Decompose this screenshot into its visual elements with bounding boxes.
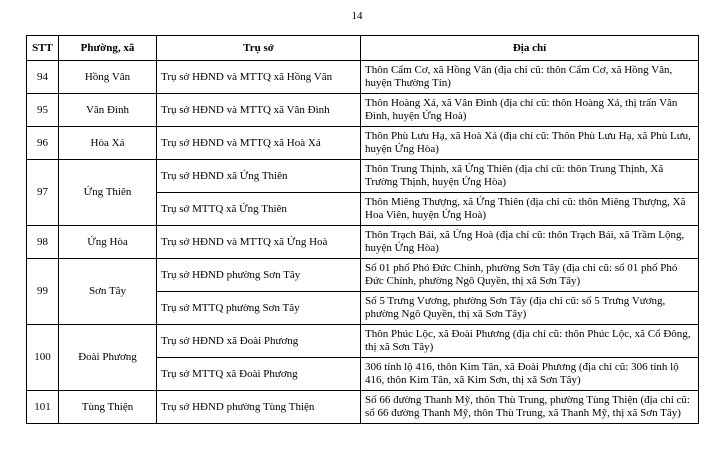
row-stt: 96 — [27, 127, 59, 160]
office-address-table — [26, 35, 699, 424]
row-ward: Tùng Thiện — [59, 391, 157, 424]
table-row — [27, 61, 699, 94]
header-stt: STT — [27, 36, 59, 61]
table-row — [27, 325, 699, 358]
row-address: Thôn Cẩm Cơ, xã Hồng Vân (địa chỉ cũ: thôn Cẩm Cơ, xã Hồng Vân, huyện Thường Tín) — [361, 61, 699, 94]
table-row — [27, 160, 699, 193]
row-office: Trụ sở HĐND và MTTQ xã Hồng Vân — [157, 61, 361, 94]
row-address: Thôn Trung Thịnh, xã Ứng Thiên (địa chỉ cũ: thôn Trung Thịnh, Xã Trường Thịnh, huyện Ứng Hòa) — [361, 160, 699, 193]
row-office: Trụ sở HĐND phường Tùng Thiện — [157, 391, 361, 424]
row-ward: Hòa Xá — [59, 127, 157, 160]
row-ward: Đoài Phương — [59, 325, 157, 391]
row-stt: 99 — [27, 259, 59, 325]
table-row — [27, 226, 699, 259]
header-address: Địa chỉ — [361, 36, 699, 61]
row-office: Trụ sở HĐND xã Ứng Thiên — [157, 160, 361, 193]
row-stt: 100 — [27, 325, 59, 391]
row-office: Trụ sở MTTQ phường Sơn Tây — [157, 292, 361, 325]
row-stt: 97 — [27, 160, 59, 226]
row-stt: 95 — [27, 94, 59, 127]
row-ward: Ứng Hòa — [59, 226, 157, 259]
row-office: Trụ sở HĐND phường Sơn Tây — [157, 259, 361, 292]
row-office: Trụ sở MTTQ xã Ứng Thiên — [157, 193, 361, 226]
row-ward: Hồng Vân — [59, 61, 157, 94]
row-ward: Ứng Thiên — [59, 160, 157, 226]
row-stt: 98 — [27, 226, 59, 259]
table-row — [27, 391, 699, 424]
row-address: 306 tỉnh lộ 416, thôn Kim Tân, xã Đoài Phương (địa chỉ cũ: 306 tỉnh lộ 416, thôn Kim Tân, xã Kim Sơn, thị xã Sơn Tây) — [361, 358, 699, 391]
row-address: Số 5 Trưng Vương, phường Sơn Tây (địa chỉ cũ: số 5 Trưng Vương, phường Ngô Quyền, thị xã Sơn Tây) — [361, 292, 699, 325]
row-address: Thôn Hoàng Xá, xã Vân Đình (địa chỉ cũ: thôn Hoàng Xá, thị trấn Vân Đình, huyện Ứng Hoà) — [361, 94, 699, 127]
row-stt: 101 — [27, 391, 59, 424]
table-row — [27, 94, 699, 127]
row-office: Trụ sở HĐND xã Đoài Phương — [157, 325, 361, 358]
table-row — [27, 259, 699, 292]
row-address: Thôn Phù Lưu Hạ, xã Hoà Xá (địa chỉ cũ: Thôn Phù Lưu Hạ, xã Phù Lưu, huyện Ứng Hòa) — [361, 127, 699, 160]
row-ward: Vân Đình — [59, 94, 157, 127]
table-header-row — [27, 36, 699, 61]
header-office: Trụ sở — [157, 36, 361, 61]
row-stt: 94 — [27, 61, 59, 94]
row-office: Trụ sở HĐND và MTTQ xã Ứng Hoà — [157, 226, 361, 259]
row-ward: Sơn Tây — [59, 259, 157, 325]
row-address: Thôn Miêng Thượng, xã Ứng Thiên (địa chỉ cũ: thôn Miêng Thượng, Xã Hoa Viên, huyện Ứng Hoà) — [361, 193, 699, 226]
table-row — [27, 127, 699, 160]
row-address: Số 01 phố Phó Đức Chính, phường Sơn Tây (địa chỉ cũ: số 01 phố Phó Đức Chính, phường Ngô Quyền, thị xã Sơn Tây) — [361, 259, 699, 292]
row-office: Trụ sở MTTQ xã Đoài Phương — [157, 358, 361, 391]
row-office: Trụ sở HĐND và MTTQ xã Vân Đình — [157, 94, 361, 127]
row-address: Thôn Trạch Bái, xã Ứng Hoà (địa chỉ cũ: thôn Trạch Bái, xã Trầm Lộng, huyện Ứng Hòa) — [361, 226, 699, 259]
header-ward: Phường, xã — [59, 36, 157, 61]
page-number: 14 — [351, 10, 363, 22]
row-address: Thôn Phúc Lộc, xã Đoài Phương (địa chỉ cũ: thôn Phúc Lộc, xã Cổ Đông, thị xã Sơn Tây) — [361, 325, 699, 358]
row-office: Trụ sở HĐND và MTTQ xã Hoà Xá — [157, 127, 361, 160]
row-address: Số 66 đường Thanh Mỹ, thôn Thù Trung, phường Tùng Thiện (địa chỉ cũ: số 66 đường Thanh Mỹ, thôn Thù Trung, xã Thanh Mỹ, thị xã Sơn Tây) — [361, 391, 699, 424]
